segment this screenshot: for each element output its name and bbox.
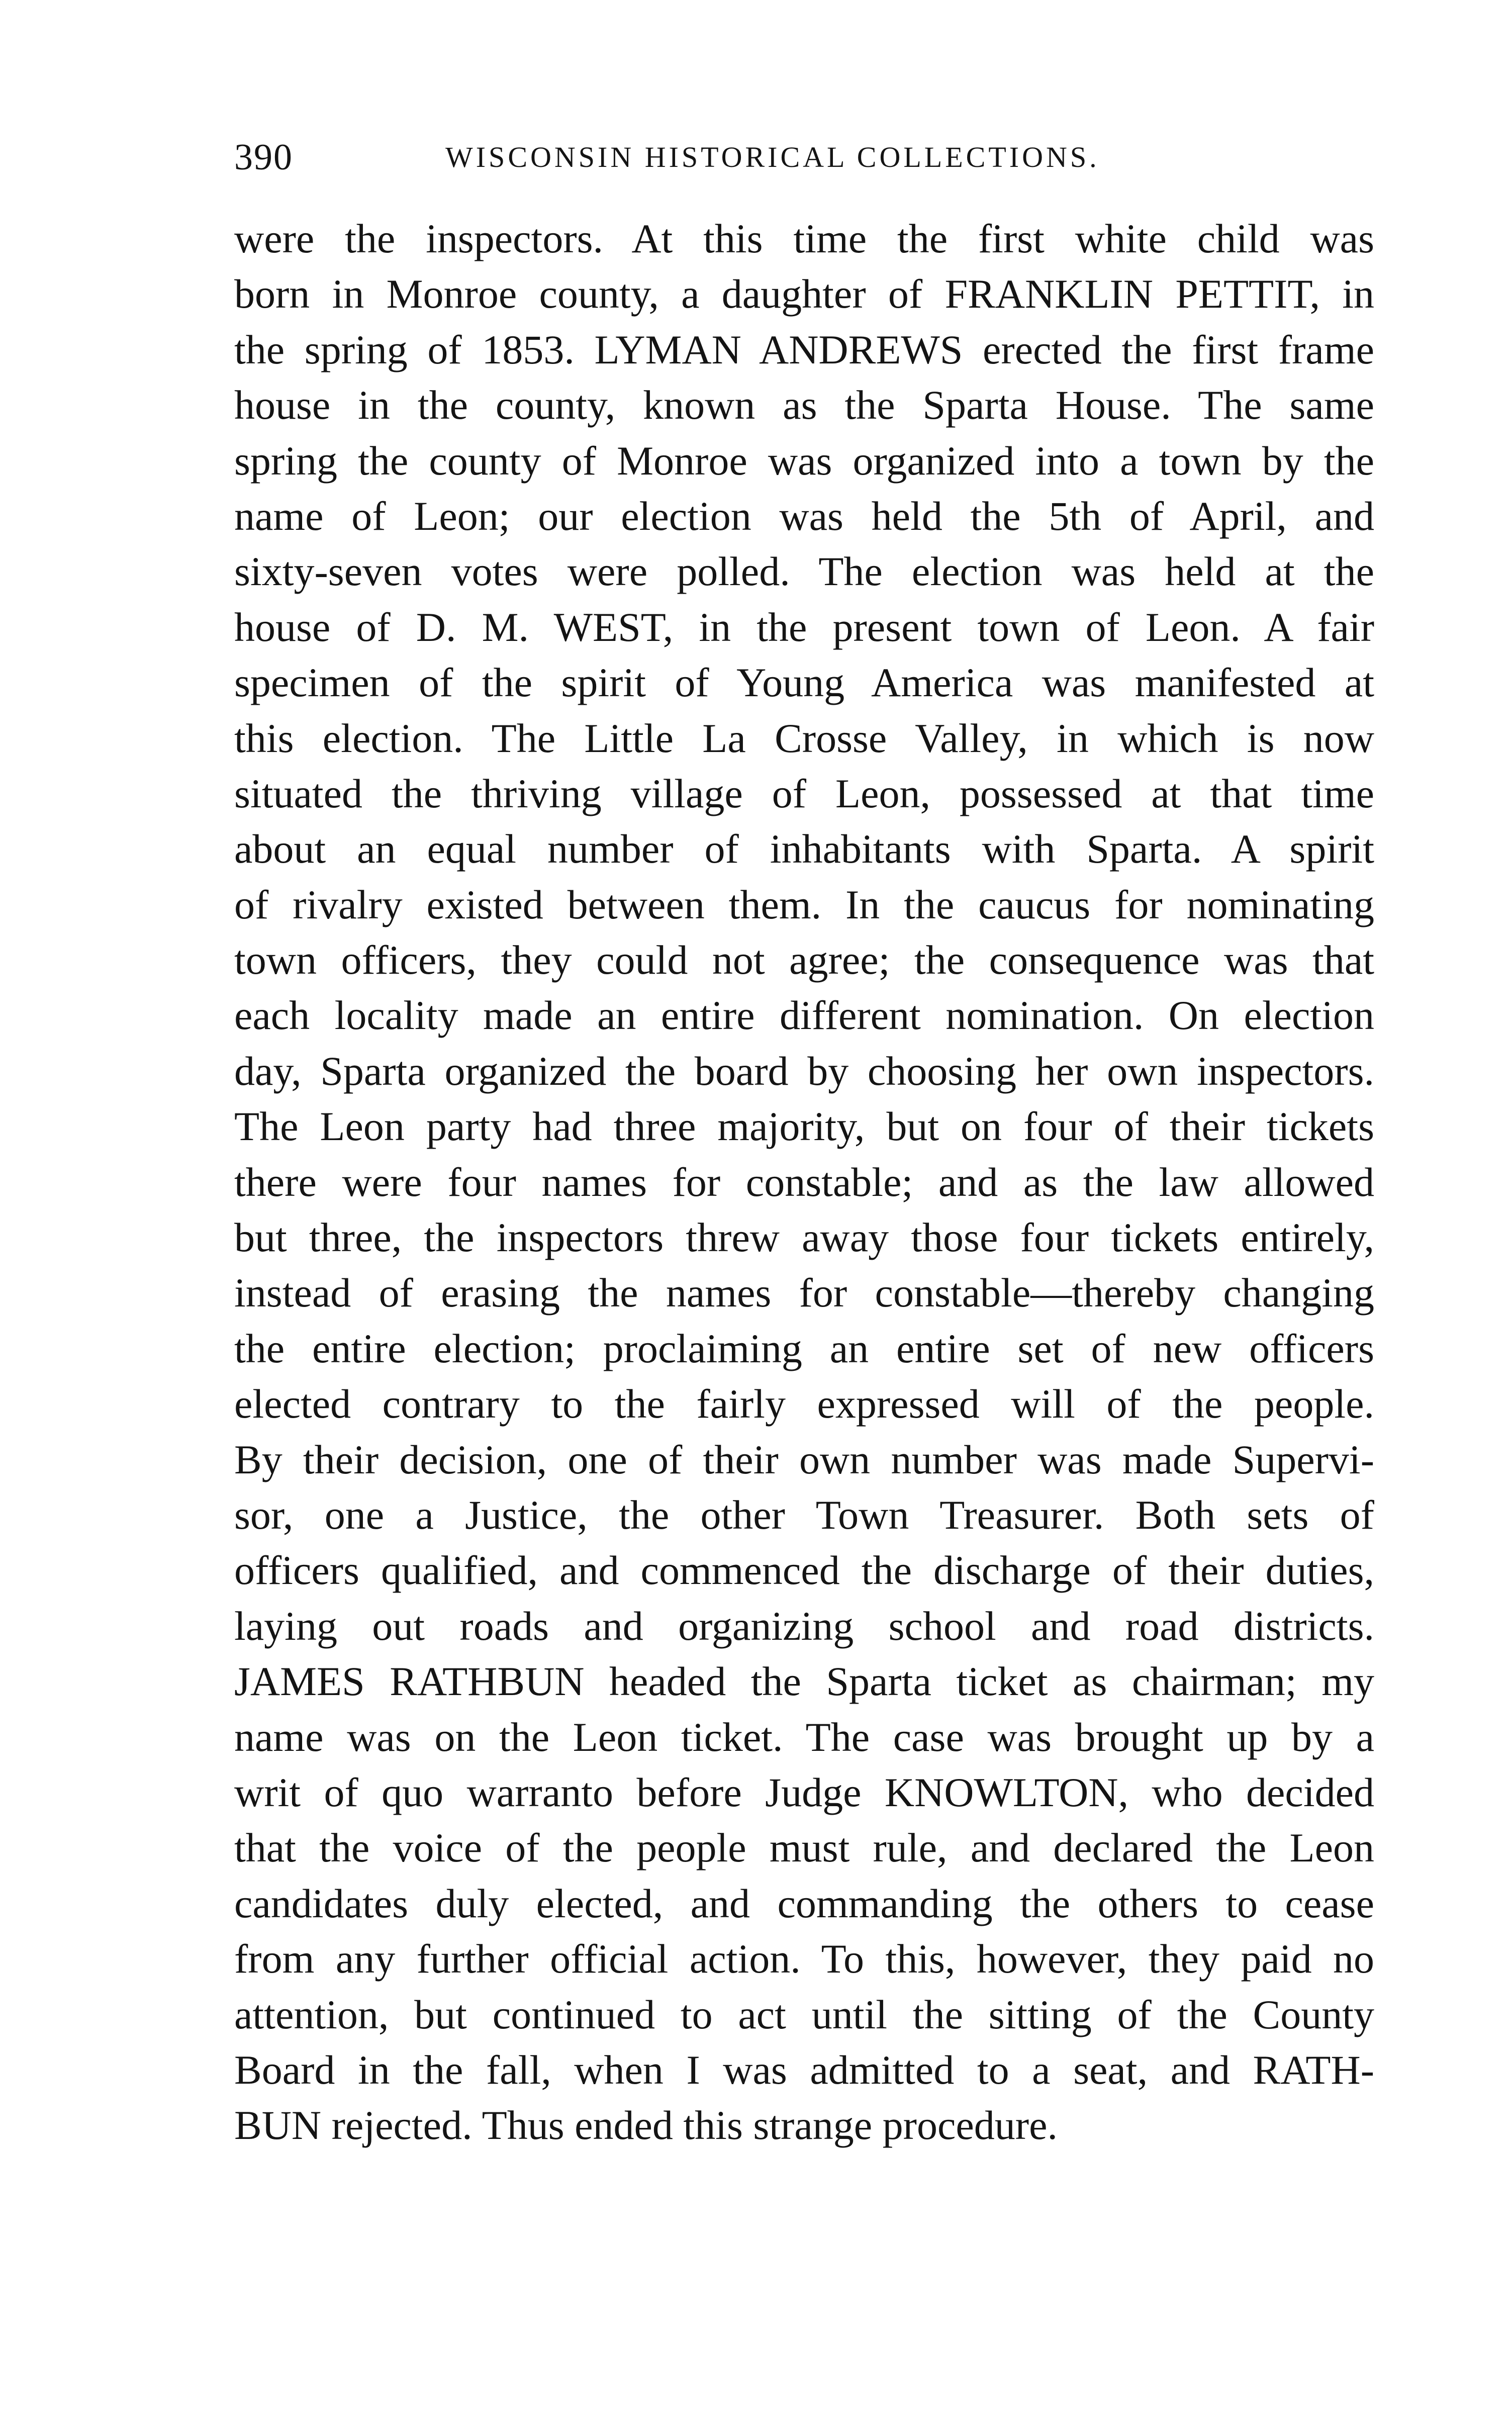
running-head [234, 130, 1374, 185]
text-line: instead of erasing the names for constable—thereby changing [234, 1270, 1374, 1316]
text-line: this election. The Little La Crosse Valley, in which is now [234, 715, 1374, 761]
text-line: day, Sparta organized the board by choosing her own inspectors. [234, 1048, 1374, 1094]
text-line: the entire election; proclaiming an entire set of new officers [234, 1325, 1374, 1371]
text-line: name of Leon; our election was held the 5th of April, and [234, 493, 1374, 539]
text-line: house of D. M. WEST, in the present town of Leon. A fair [234, 604, 1374, 650]
text-line: town officers, they could not agree; the consequence was that [234, 937, 1374, 983]
text-line: BUN rejected. Thus ended this strange procedure. [234, 2102, 1058, 2149]
text-line: about an equal number of inhabitants with Sparta. A spirit [234, 826, 1374, 872]
running-title: WISCONSIN HISTORICAL COLLECTIONS. [445, 141, 1100, 173]
text-line: By their decision, one of their own number was made Supervi- [234, 1436, 1374, 1482]
text-line: there were four names for constable; and as the law allowed [234, 1159, 1374, 1205]
text-line: Board in the fall, when I was admitted to a seat, and RATH- [234, 2046, 1374, 2093]
body-paragraph [234, 211, 1374, 2154]
text-line: house in the county, known as the Sparta House. The same [234, 382, 1374, 428]
text-line: name was on the Leon ticket. The case was brought up by a [234, 1714, 1374, 1760]
text-line: officers qualified, and commenced the discharge of their duties, [234, 1547, 1374, 1594]
text-line: were the inspectors. At this time the first white child was [234, 216, 1374, 261]
text-line: born in Monroe county, a daughter of FRANKLIN PETTIT, in [234, 271, 1374, 317]
text-line: attention, but continued to act until the sitting of the County [234, 1991, 1374, 2037]
page-number: 390 [234, 137, 293, 178]
text-line: candidates duly elected, and commanding the others to cease [234, 1880, 1374, 1926]
text-line: the spring of 1853. LYMAN ANDREWS erected the first frame [234, 326, 1374, 372]
text-line: spring the county of Monroe was organized into a town by the [234, 437, 1374, 484]
text-line: of rivalry existed between them. In the caucus for nominating [234, 881, 1374, 927]
text-line: that the voice of the people must rule, and declared the Leon [234, 1825, 1374, 1871]
text-line: but three, the inspectors threw away those four tickets entirely, [234, 1215, 1374, 1261]
text-line: laying out roads and organizing school and road districts. [234, 1603, 1374, 1649]
text-line: sixty-seven votes were polled. The election was held at the [234, 548, 1374, 595]
text-line: JAMES RATHBUN headed the Sparta ticket as chairman; my [234, 1658, 1374, 1705]
text-line: specimen of the spirit of Young America was manifested at [234, 660, 1374, 706]
text-line: writ of quo warranto before Judge KNOWLTON, who decided [234, 1769, 1374, 1815]
text-line: situated the thriving village of Leon, possessed at that time [234, 770, 1374, 816]
text-line: each locality made an entire different nomination. On election [234, 992, 1374, 1039]
text-line: The Leon party had three majority, but on four of their tickets [234, 1103, 1374, 1150]
text-line: elected contrary to the fairly expressed will of the people. [234, 1381, 1374, 1427]
text-line: sor, one a Justice, the other Town Treasurer. Both sets of [234, 1491, 1374, 1538]
text-line: from any further official action. To this, however, they paid no [234, 1936, 1374, 1982]
